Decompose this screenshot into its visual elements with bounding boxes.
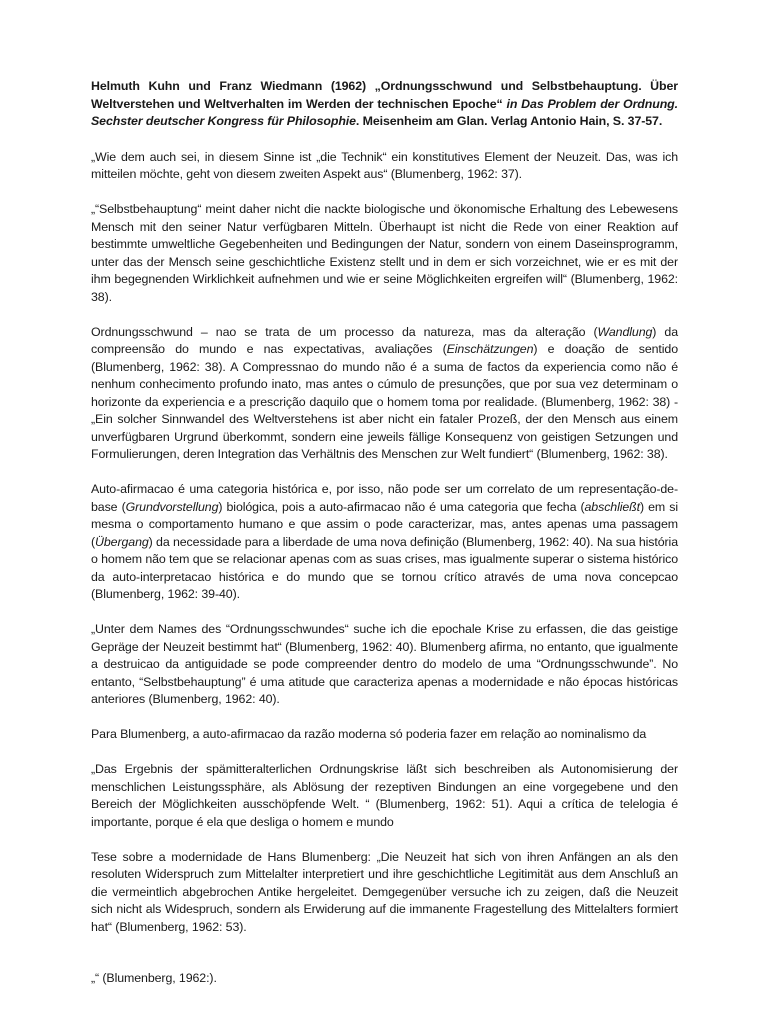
p4-term-uebergang: Übergang (95, 534, 149, 549)
p4-text-e: ) em si mesma o comportamento humano e que assim o pode caracterizar, mas, antes apenas uma passagem ( (91, 499, 678, 549)
p3-term-wandlung: Wandlung (597, 324, 653, 339)
paragraph-4 (91, 481, 678, 604)
paragraph-2: „“Selbstbehauptung“ meint daher nicht die nackte biologische und ökonomische Erhaltung des Lebewesens Mensch mit den seiner Natur verfügbaren Mitteln. Überhaupt ist nicht die Rede von einer Reaktion auf bestimmte umweltliche Gegebenheiten und Bedingungen der Natur, sondern von einem Daseinsprogramm, unter das der Mensch seine geschichtliche Existenz stellt und in dem er sich vorzeichnet, wie er es mit der ihm begegnenden Wirklichkeit aufnehmen und wie er seine Möglichkeiten ergreifen will“ (Blumenberg, 1962: 38). (91, 202, 678, 304)
p4-text-c: ) biológica, pois a auto-afirmacao não é uma categoria que fecha ( (218, 499, 585, 514)
p4-term-abschliesst: abschließt (584, 499, 640, 514)
header-publisher: . Meisenheim am Glan. Verlag Antonio Hain, S. 37-57. (355, 114, 663, 128)
header-publication: in Das Problem der Ordnung. Sechster deutscher Kongress für Philosophie (91, 96, 678, 128)
paragraph-6: Para Blumenberg, a auto-afirmacao da razão moderna só poderia fazer em relação ao nominalismo da (91, 727, 647, 741)
paragraph-5: „Unter dem Names des “Ordnungsschwundes“ suche ich die epochale Krise zu erfassen, die das geistige Gepräge der Neuzeit bestimmt hat“ (Blumenberg, 1962: 40). Blumenberg afirma, no entanto, que igualmente a destruicao da antiguidade se pode compreender dentro do modelo de uma “Ordnungsschwunde”. No entanto, “Selbstbehauptung” é uma atitude que caracteriza apenas a modernidade e não épocas históricas anteriores (Blumenberg, 1962: 40). (91, 622, 678, 706)
paragraph-9: „“ (Blumenberg, 1962:). (91, 971, 217, 985)
p4-term-grundvorstellung: Grundvorstellung (125, 499, 219, 514)
p4-text-g: ) da necessidade para a liberdade de uma nova definição (Blumenberg, 1962: 40). Na sua história o homem não tem que se relacionar apenas com as suas crises, mas igualmente superar o sistema histórico da auto-interpretacao histórica e do mundo que se tornou crítico através de uma nova concepcao (Blumenberg, 1962: 39-40). (91, 534, 678, 601)
paragraph-7: „Das Ergebnis der spämitteralterlichen Ordnungskrise läßt sich beschreiben als Autonomisierung der menschlichen Leistungssphäre, als Ablösung der rezeptiven Bindungen an eine vorgegebene und den Bereich der Möglichkeiten ausschöpfende Welt. “ (Blumenberg, 1962: 51). Aqui a crítica de telelogia é importante, porque é ela que desliga o homem e mundo (91, 762, 678, 829)
p4-text-a: Auto-afirmacao é uma categoria histórica e, por isso, não pode ser um correlato de um representação-de-base ( (91, 482, 678, 514)
p3-text-a: Ordnungsschwund – nao se trata de um processo da natureza, mas da alteração ( (91, 324, 598, 339)
paragraph-1: „Wie dem auch sei, in diesem Sinne ist „die Technik“ ein konstitutives Element der Neuzeit. Das, was ich mitteilen möchte, geht von diesem zweiten Aspekt aus“ (Blumenberg, 1962: 37). (91, 149, 678, 181)
citation-header (91, 78, 678, 131)
p3-term-einschaetzungen: Einschätzungen (446, 342, 534, 356)
header-authors-title: Helmuth Kuhn und Franz Wiedmann (1962) „Ordnungsschwund und Selbstbehauptung. Über Weltverstehen und Weltverhalten im Werden der technischen Epoche“ (91, 79, 678, 111)
paragraph-3 (91, 324, 678, 464)
p3-text-e: ) e doação de sentido (Blumenberg, 1962: 38). A Compressnao do mundo não é a suma de factos da experiencia como não é nenhum conhecimento profundo inato, mas antes o cúmulo de presunções, que por sua vez determinam o horizonte da experiencia e a prescrição daquilo que o homem toma por realidade. (Blumenberg, 1962: 38) - „Ein solcher Sinnwandel des Weltverstehens ist aber nicht ein fataler Prozeß, der den Mensch aus einem unverfügbaren Urgrund überkommt, sondern eine jeweils fällige Konsequenz von geistigen Setzungen und Formulierungen, deren Integration das Verhältnis des Menschen zur Welt fundiert“ (Blumenberg, 1962: 38). (91, 342, 679, 461)
p3-text-c: ) da compreensão do mundo e nas expectativas, avaliações ( (91, 324, 678, 356)
document-page (91, 78, 678, 1005)
paragraph-8: Tese sobre a modernidade de Hans Blumenberg: „Die Neuzeit hat sich von ihren Anfängen an als den resoluten Widerspruch zum Mittelalter interpretiert und ihre geschichtliche Legitimität aus dem Anschluß an die vermeintlich abgebrochen Antike hergeleitet. Demgegenüber versuche ich zu zeigen, daß die Neuzeit sich nicht als Widespruch, sondern als Erwiderung auf die immanente Fragestellung des Mittelalters formiert hat“ (Blumenberg, 1962: 53). (91, 849, 678, 934)
